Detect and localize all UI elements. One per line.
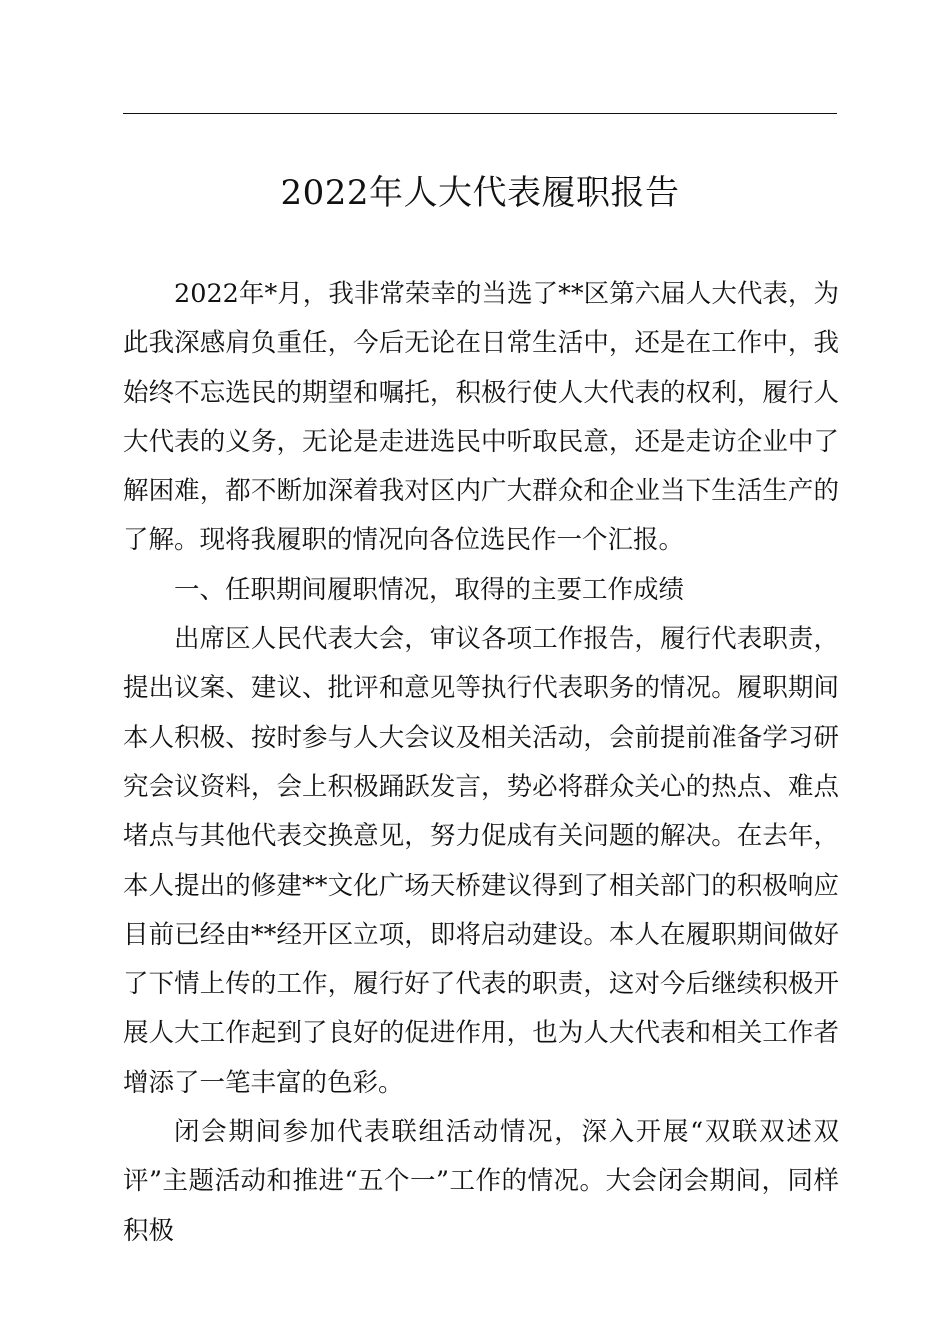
paragraph-session-duties: 出席区人民代表大会，审议各项工作报告，履行代表职责，提出议案、建议、批评和意见等执行代表职务的情况。履职期间本人积极、按时参与人大会议及相关活动，会前提前准备学习研究会议资料，会上积极踊跃发言，势必将群众关心的热点、难点堵点与其他代表交换意见，努力促成有关问题的解决。在去年，本人提出的修建**文化广场天桥建议得到了相关部门的积极响应目前已经由**经开区立项，即将启动建设。本人在履职期间做好了下情上传的工作，履行好了代表的职责，这对今后继续积极开展人大工作起到了良好的促进作用，也为人大代表和相关工作者增添了一笔丰富的色彩。 xyxy=(123,624,839,1098)
section-heading-1: 一、任职期间履职情况，取得的主要工作成绩 xyxy=(174,574,685,605)
header-rule xyxy=(123,113,837,114)
paragraph-intro: 2022年*月，我非常荣幸的当选了**区第六届人大代表，为此我深感肩负重任，今后无论在日常生活中，还是在工作中，我始终不忘选民的期望和嘱托，积极行使人大代表的权利，履行人大代表的义务，无论是走进选民中听取民意，还是走访企业中了解困难，都不断加深着我对区内广大群众和企业当下生活生产的了解。现将我履职的情况向各位选民作一个汇报。 xyxy=(123,279,839,556)
document-title: 2022年人大代表履职报告 xyxy=(280,173,680,213)
paragraph-recess-activities: 闭会期间参加代表联组活动情况，深入开展“双联双述双评”主题活动和推进“五个一”工作的情况。大会闭会期间，同样积极 xyxy=(123,1117,839,1246)
document-body xyxy=(123,270,839,1256)
